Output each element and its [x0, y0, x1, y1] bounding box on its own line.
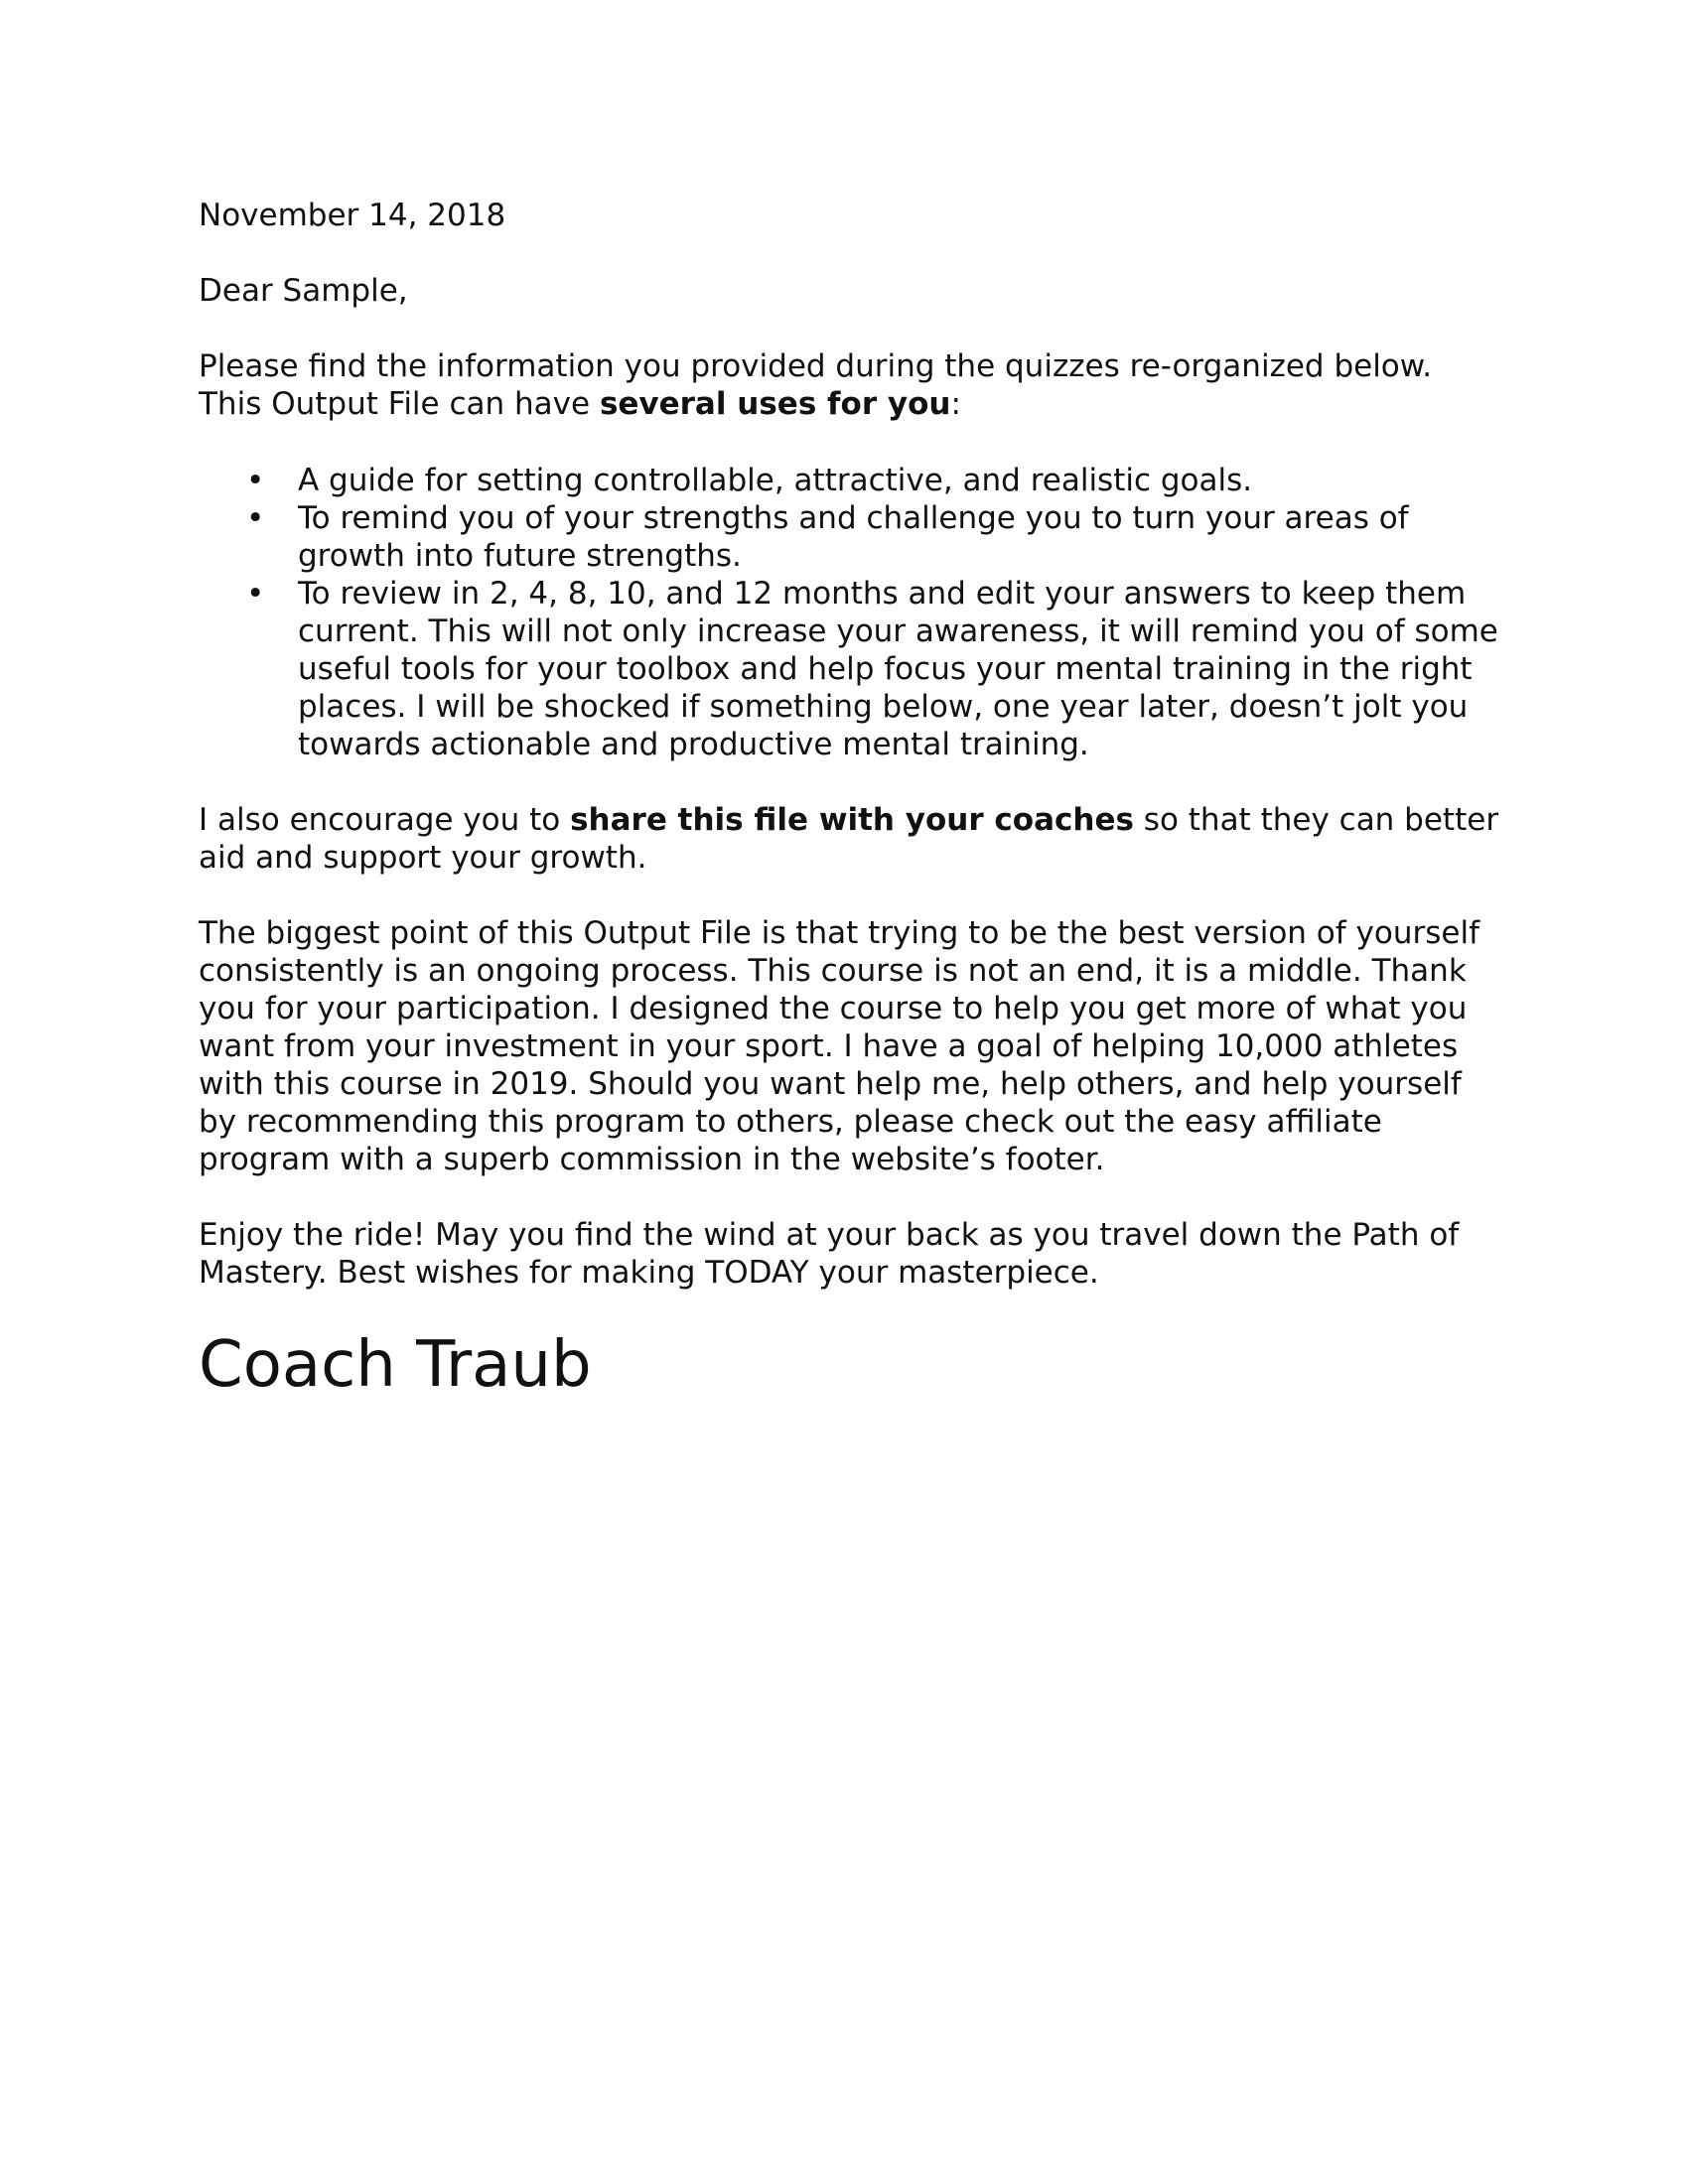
bullet-icon: •	[246, 576, 265, 612]
intro-colon: :	[950, 386, 961, 422]
intro-bold-text: several uses for you	[599, 386, 951, 422]
list-item	[199, 462, 1499, 499]
biggest-point-paragraph: The biggest point of this Output File is that trying to be the best version of yourself consistently is an ongoing process. This course is not an end, it is a middle. Thank you for your participation. I designed the course to help you get more of what you want from your investment in your sport. I have a goal of helping 10,000 athletes with this course in 2019. Should you want help me, help others, and help yourself by recommending this program to others, please check out the easy affiliate program with a superb commission in the website’s footer.	[199, 915, 1479, 1177]
salutation: Dear Sample,	[199, 273, 408, 309]
share-bold-text: share this file with your coaches	[570, 802, 1134, 838]
uses-list	[199, 462, 1499, 763]
signature: Coach Traub	[199, 1328, 592, 1402]
list-item	[199, 575, 1499, 763]
bullet-icon: •	[246, 463, 265, 498]
list-item-text: To remind you of your strengths and challenge you to turn your areas of growth into future strengths.	[298, 500, 1409, 574]
closing-paragraph: Enjoy the ride! May you find the wind at your back as you travel down the Path of Mastery. Best wishes for making TODAY your masterpiece.	[199, 1217, 1460, 1291]
list-item-text: A guide for setting controllable, attractive, and realistic goals.	[298, 463, 1253, 498]
list-item-text: To review in 2, 4, 8, 10, and 12 months and edit your answers to keep them current. This will not only increase your awareness, it will remind you of some useful tools for your toolbox and help focus your mental training in the right places. I will be shocked if something below, one year later, doesn’t jolt you towards actionable and productive mental training.	[298, 576, 1498, 762]
bullet-icon: •	[246, 500, 265, 536]
share-paragraph	[199, 801, 1499, 877]
share-text-end: so that they can better aid and support your growth.	[199, 802, 1499, 876]
intro-text: Please find the information you provided during the quizzes re-organized below. This Output File can have	[199, 348, 1433, 422]
intro-paragraph	[199, 347, 1499, 423]
list-item	[199, 499, 1499, 575]
share-text: I also encourage you to	[199, 802, 571, 838]
letter-date: November 14, 2018	[199, 198, 506, 233]
letter-page	[199, 197, 1499, 1403]
